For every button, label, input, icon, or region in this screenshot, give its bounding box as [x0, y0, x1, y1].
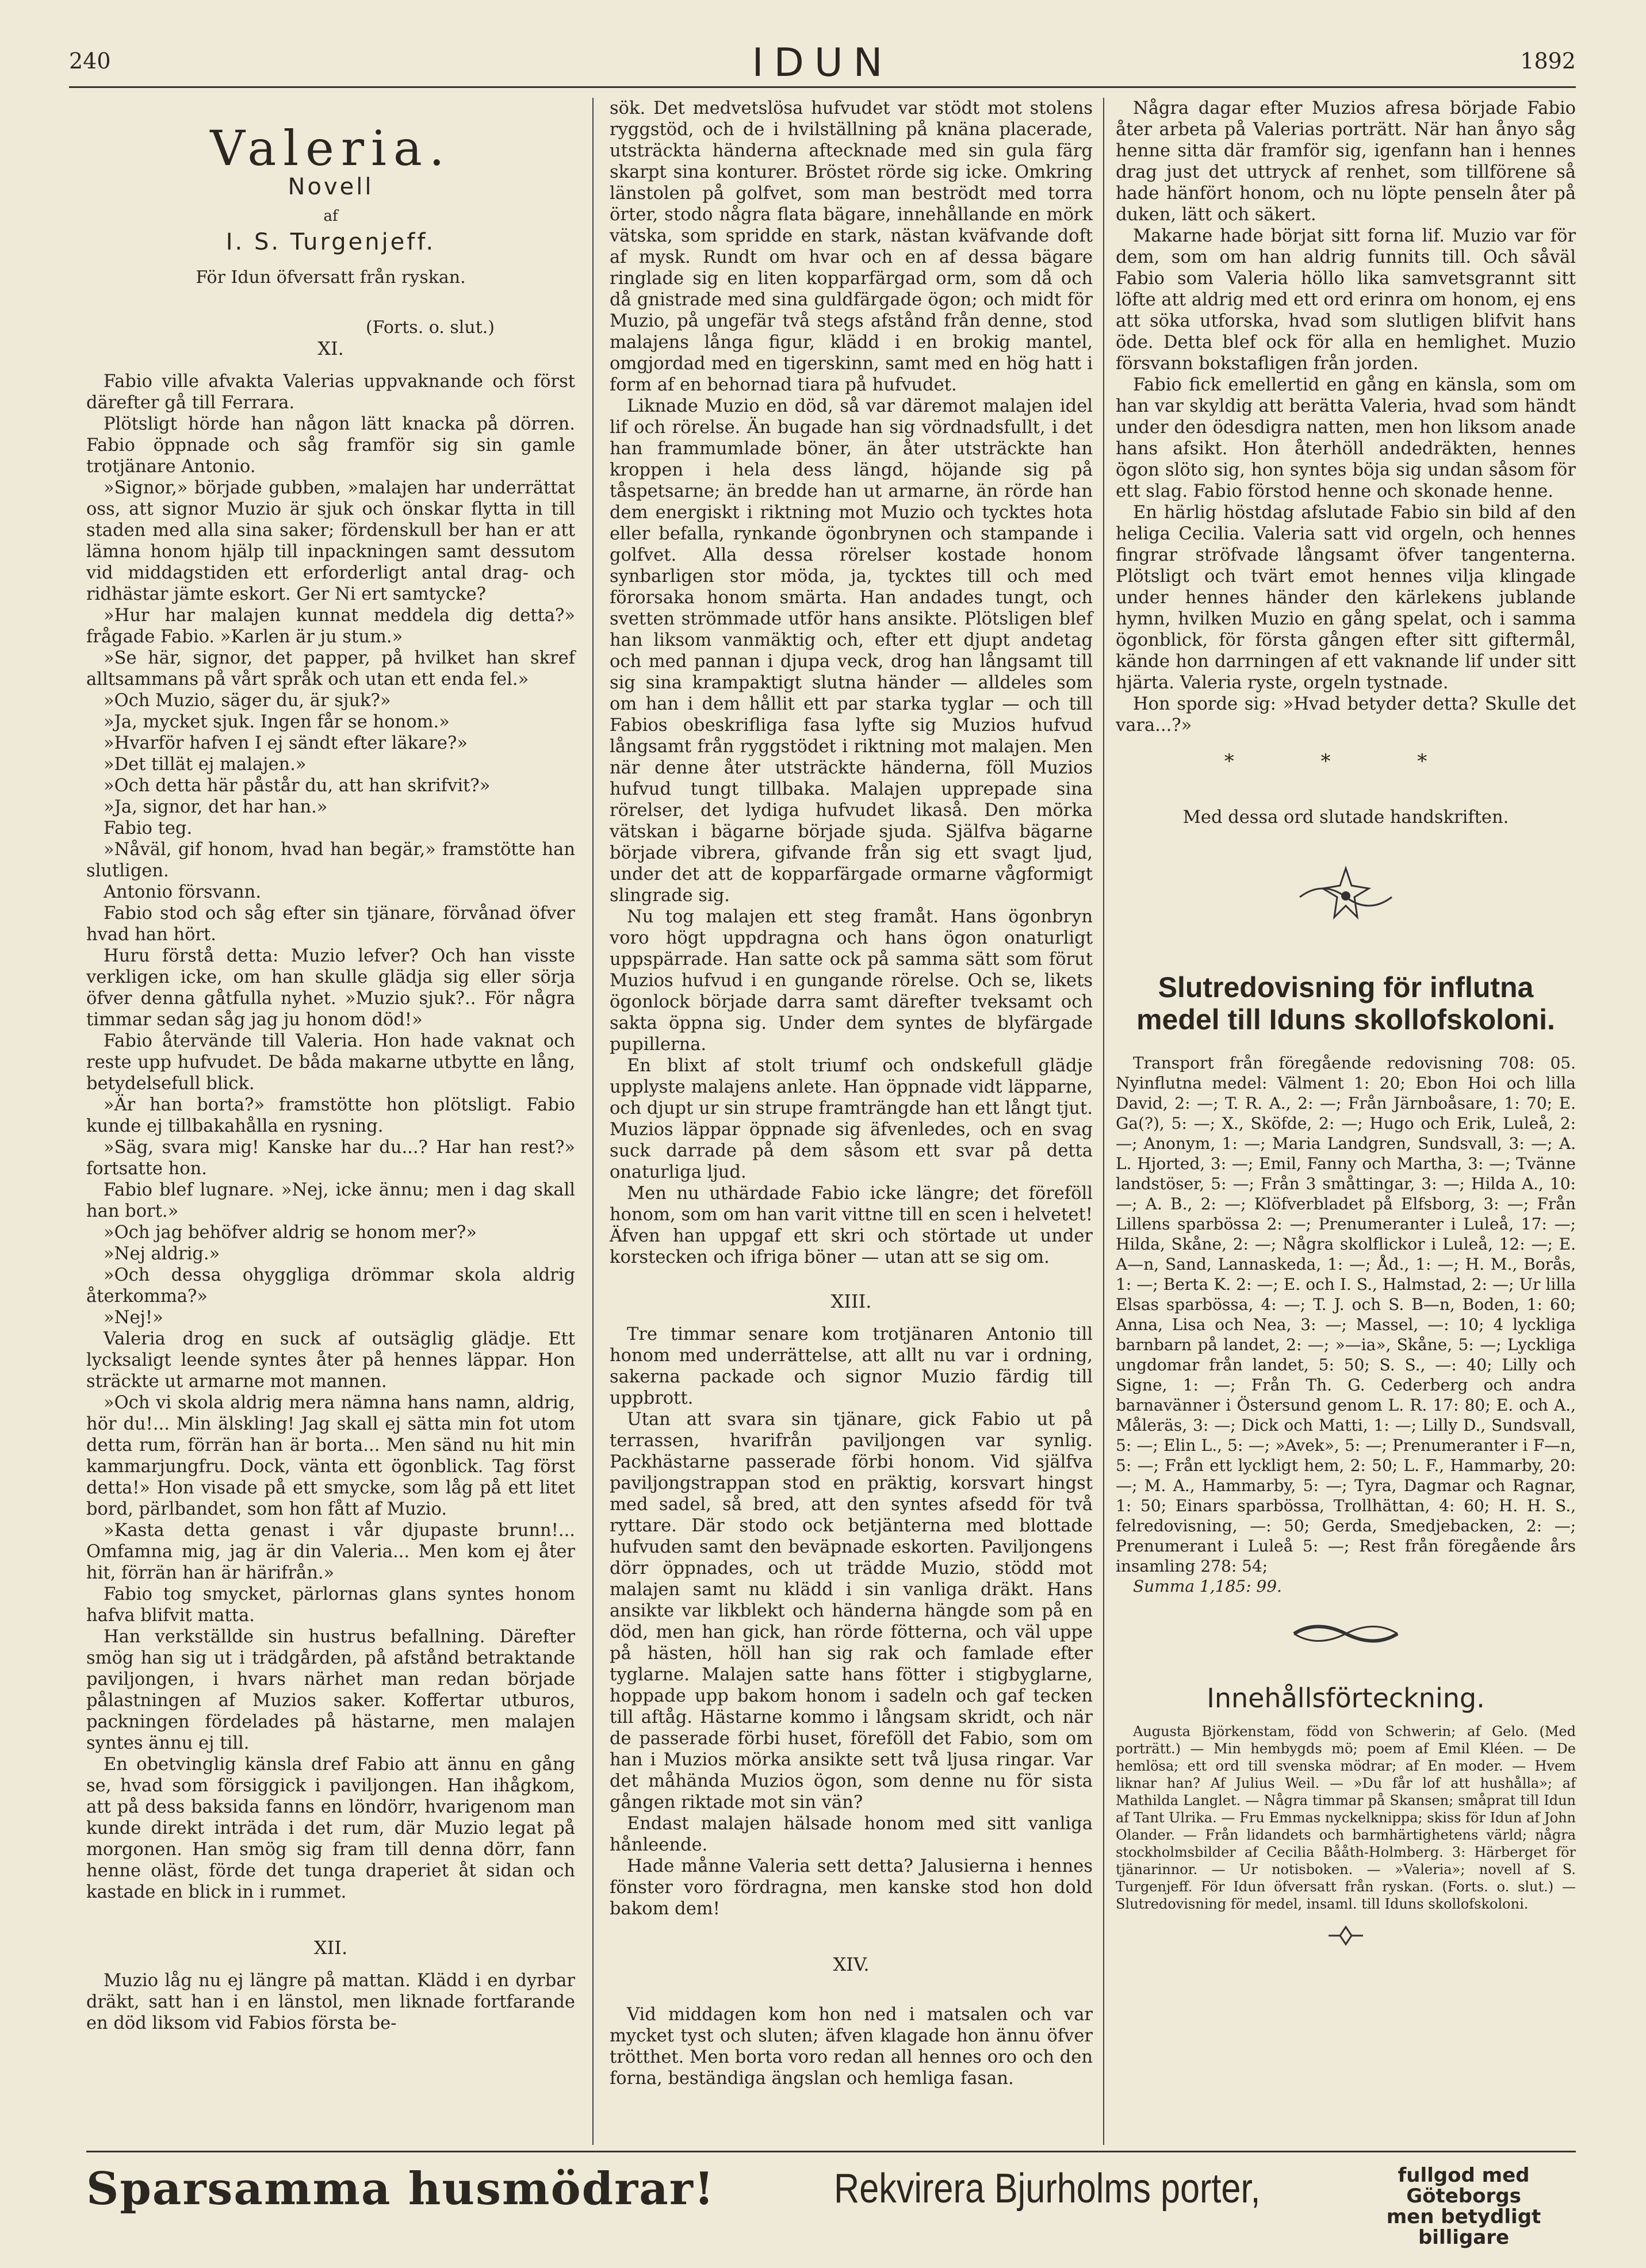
- page-year: 1892: [1520, 48, 1576, 74]
- ad-right: [1352, 2165, 1576, 2248]
- paragraph: Liknade Muzio en död, så var däremot malajen idel lif och rörelse. Än bugade han sig vördnadsfullt, i det han frammumlade böner, än åter utsträckte han kroppen i hela dess längd, höjande sig på tåspetsarne; än bredde han ut armarne, än rörde han dem energiskt i riktning mot Muzio och tycktes hota eller befalla, rynkande ögonbrynen och stampande i golfvet. Alla dessa rörelser kostade honom synbarligen stor möda, ja, tycktes till och med förorsaka honom smärta. Han andades tungt, och svetten strömmade utför hans ansikte. Plötsligen blef han liksom vanmäktig och, efter ett djupt andetag och med pannan i djupa veck, drog han långsamt till sig sina krampaktigt slutna händer — alldeles som om han i dem hållit ett par starka tyglar — och till Fabios obeskrifliga fasa lyfte sig Muzios hufvud långsamt från ryggstödet i riktning mot malajen. Men när denne åter utsträckte händerna, föll Muzios hufvud tungt tillbaka. Malajen upprepade sina rörelser, det lydiga hufvudet likaså. Den mörka vätskan i bägarne började sjuda. Själfva bägarne började vibrera, gifvande från sig ett svagt ljud, under det att de kopparfärgade ormarne vågformigt slingrade sig.: [610, 396, 1093, 906]
- paragraph: »Nej aldrig.»: [104, 1244, 220, 1264]
- paragraph: »Och vi skola aldrig mera nämna hans namn, aldrig, hör du!... Min älskling! Jag skall ej sätta min fot utom detta rum, förrän han är borta... Men sänd nu hit min kammarjungfru. Dock, vänta ett ögonblick. Tag först detta!» Hon visade på ett smycke, som låg på ett litet bord, pärlbandet, som hon fått af Muzio.: [86, 1393, 575, 1519]
- paragraph: En blixt af stolt triumf och ondskefull glädje upplyste malajens anlete. Han öppnade vidt läpparne, och djupt ur sin strupe framträngde han ett långt tjut. Muzios läppar öppnade sig äfvenledes, och en svag suck darrade på dem såsom ett svar på detta onaturliga ljud.: [610, 1056, 1093, 1182]
- paragraph: »Säg, svara mig! Kanske har du...? Har han rest?» fortsatte hon.: [86, 1137, 575, 1179]
- article-subtitle: Novell: [288, 174, 374, 200]
- contents-title: Innehållsförteckning.: [1207, 1683, 1485, 1714]
- header-rule: [69, 86, 1576, 88]
- paragraph: Hon sporde sig: »Hvad betyder detta? Skulle det vara...?»: [1116, 694, 1576, 735]
- paragraph: Tre timmar senare kom trotjänaren Antonio till honom med underrättelse, att allt nu var i ordning, sakerna packade och signor Muzio färdig till uppbrott.: [610, 1324, 1093, 1408]
- paragraph: »Och Muzio, säger du, är sjuk?»: [104, 691, 391, 711]
- paragraph: Fabio ville afvakta Valerias uppvaknande och först därefter gå till Ferrara.: [86, 371, 575, 413]
- paragraph: »Kasta detta genast i vår djupaste brunn!... Omfamna mig, jag är din Valeria... Men kom ej åter hit, förrän han är härifrån.»: [86, 1520, 575, 1583]
- column-divider: [1103, 98, 1104, 2145]
- ornament-icon: [1116, 863, 1576, 937]
- paragraph: Utan att svara sin tjänare, gick Fabio ut på terrassen, hvarifrån paviljongen var synlig. Packhästarne passerade förbi honom. Vid själfva paviljongstrappan stod en präktig, korsvart hingst med sadel, så bred, att den syntes afsedd för två ryttare. Där stodo ock betjänterna med blottade hufvuden samt den beväpnade eskorten. Paviljongens dörr öppnades, och ut trädde Muzio, stödd mot malajen samt nu klädd i sin vanliga dräkt. Hans ansikte var likblekt och händerna hängde som på en död, men han gick, han rörde fötterna, och väl uppe på hästen, höll han sig rak och famlade efter tyglarne. Malajen satte hans fötter i stigbyglarne, hoppade upp bakom honom i sadeln och gaf tecken till aftåg. Hästarne kommo i långsam skridt, och när de passerade förbi huset, föreföll det Fabio, som om han i Muzios mörka ansikte sett två ljusa ringar. Var det måhända Muzios ögon, som denne nu för sista gången riktade mot sin vän?: [610, 1409, 1093, 1813]
- donations-sum: Summa 1,185: 99.: [1133, 1577, 1282, 1596]
- paragraph: »Och jag behöfver aldrig se honom mer?»: [104, 1223, 477, 1243]
- paragraph: Fabio blef lugnare. »Nej, icke ännu; men i dag skall han bort.»: [86, 1180, 575, 1221]
- paragraph: »Hur har malajen kunnat meddela dig detta?» frågade Fabio. »Karlen är ju stum.»: [86, 606, 575, 647]
- paragraph: Han verkställde sin hustrus befallning. Därefter smög han sig ut i trädgården, på afstånd betraktande paviljongen, i hvars närhet man redan började pålastningen af Muzios saker. Koffertar utburos, packningen fördelades på hästarne, men malajen syntes ännu ej till.: [86, 1627, 575, 1753]
- paragraph: Huru förstå detta: Muzio lefver? Och han visste verkligen icke, om han skulle glädja sig eller sörja öfver denna gåtfulla nyhet. »Muzio sjuk?.. För några timmar sedan såg jag ju honom död!»: [86, 946, 575, 1030]
- paragraph: Några dagar efter Muzios afresa började Fabio åter arbeta på Valerias porträtt. När han ånyo såg henne sitta där framför sig, igenfann han i hennes drag just det uttryck af renhet, som tillförene så hade hänfört honom, och nu löpte penseln åter på duken, lätt och säkert.: [1116, 98, 1576, 225]
- paragraph: Fabio teg.: [104, 818, 193, 838]
- paragraph: »Signor,» började gubben, »malajen har underrättat oss, att signor Muzio är sjuk och önskar flytta in till staden med alla sina saker; fördenskull ber han er att lämna honom hjälp till inpackningen samt dessutom vid middagstiden ett erforderligt antal drag- och ridhästar jämte eskort. Ger Ni ert samtycke?: [86, 478, 575, 604]
- paragraph: Endast malajen hälsade honom med sitt vanliga hånleende.: [610, 1814, 1093, 1855]
- paragraph: »Är han borta?» framstötte hon plötsligt. Fabio kunde ej tillbakahålla en rysning.: [86, 1095, 575, 1136]
- column-1: [86, 98, 575, 2034]
- paragraph: Fabio stod och såg efter sin tjänare, förvånad öfver hvad han hört.: [86, 903, 575, 945]
- chapter-heading: XIV.: [833, 1953, 870, 1975]
- paragraph: Fabio tog smycket, pärlornas glans syntes honom hafva blifvit matta.: [86, 1584, 575, 1626]
- ad-middle: Rekvirera Bjurholms porter,: [834, 2166, 1261, 2212]
- paragraph: En härlig höstdag afslutade Fabio sin bild af den heliga Cecilia. Valeria satt vid orgeln, och hennes fingrar ströfvade långsamt öfver tangenterna. Plötsligt och tvärt emot hennes vilja klingade under hennes händer den kärlekens jublande hymn, hvilken Muzio en gång spelat, och i samma ögonblick, för första gången efter sitt giftermål, kände hon darrningen af ett vaknande lif under sitt hjärta. Valeria ryste, orgeln tystnade.: [1116, 503, 1576, 693]
- col1-text: [86, 371, 575, 1903]
- advertisement-banner: [86, 2151, 1576, 2249]
- chapter-heading: XIII.: [830, 1290, 872, 1312]
- page-number: 240: [69, 48, 111, 74]
- page-header: [69, 40, 1576, 92]
- paragraph: »Se här, signor, det papper, på hvilket han skref alltsammans på vårt språk och utan ett enda fel.»: [86, 648, 575, 689]
- paragraph: Valeria drog en suck af outsäglig glädje. Ett lycksaligt leende syntes åter på hennes läppar. Hon sträckte ut armarne mot mannen.: [86, 1329, 575, 1392]
- column-divider: [592, 98, 594, 2145]
- donations-list: Transport från föregående redovisning 708: 05. Nyinflutna medel: Välment 1: 20; Ebon Hoi och lilla David, 2: —; T. R. A., 2: —; Från Järnboåsare, 1: 70; E. Ga(?), 5: —; X., Sköfde, 2: —; Hugo och Erik, Luleå, 2: —; Anonym, 1: —; Maria Landgren, Sundsvall, 3: —; A. L. Hjorted, 3: —; Emil, Fanny och Martha, 3: —; Tvänne landstöser, 5: —; Från 3 småttingar, 3: —; Hilda A., 10: —; A. B., 2: —; Klöfverbladet på Elfsborg, 3: —; Från Lillens sparbössa 2: —; Prenumeranter i Luleå, 17: —; Hilda, Skåne, 2: —; Några skolflickor i Luleå, 12: —; E. A—n, Sand, Lannaskeda, 1: —; Åd., 1: —; H. M., Borås, 1: —; Berta K. 2: —; E. och I. S., Halmstad, 2: —; Ur lilla Elsas sparbössa, 4: —; T. J. och S. B—n, Boden, 1: 60; Anna, Lisa och Nea, 3: —; Massel, —: 10; 4 lyckliga barnbarn på landet, 2: —; »—ia», Skåne, 5: —; Lyckliga ungdomar från landet, 5: 50; S. S., —: 40; Lilly och Signe, 1: —; Från Th. G. Cederberg och andra barnavänner i Östersund genom L. R. 17: 80; E. och A., Måleräs, 3: —; Dick och Matti, 1: —; Lilly D., Sundsvall, 5: —; Elin L., 5: —; »Avek», 5: —; Prenumeranter i F—n, 5: —; Från ett lyckligt hem, 2: 50; L. F., Hammarby, 20: —; M. A., Hammarby, 5: —; Tyra, Dagmar och Ragnar, 1: 50; Einars sparbössa, Trollhättan, 4: 60; H. H. S., felredovisning, —: 50; Gerda, Smedjebacken, 2: —; Prenumerant i Luleå 5: —; Rest från föregående års insamling 278: 54;: [1116, 1053, 1576, 1576]
- paragraph: »Och detta här påstår du, att han skrifvit?»: [104, 776, 491, 796]
- continued-note: (Forts. o. slut.): [365, 317, 495, 338]
- article-title: Valeria.: [210, 120, 451, 177]
- end-ornament-icon: [1116, 1924, 1576, 1952]
- byline-af: af: [323, 208, 338, 225]
- ad-right-bottom: men betydligt billigare: [1386, 2205, 1541, 2249]
- paragraph: Fabio återvände till Valeria. Hon hade vaknat och reste upp hufvudet. De båda makarne utbytte en lång, betydelsefull blick.: [86, 1031, 575, 1094]
- paragraph: »Nej!»: [104, 1308, 163, 1328]
- column-3: [1116, 98, 1576, 1981]
- paragraph: »Det tillät ej malajen.»: [104, 754, 307, 775]
- paragraph: Antonio försvann.: [104, 882, 262, 902]
- paragraph: Muzio låg nu ej längre på mattan. Klädd i en dyrbar dräkt, satt han i en länstol, men liknade fortfarande en död liksom vid Fabios första be-: [86, 1971, 575, 2033]
- paragraph: Men nu uthärdade Fabio icke längre; det föreföll honom, som om han varit vittne till en scen i helvetet! Äfven han uppgaf ett skri och störtade ut under korstecken och ifriga böner — utan att se sig om.: [610, 1183, 1093, 1267]
- paragraph: sök. Det medvetslösa hufvudet var stödt mot stolens ryggstöd, och de i hvilställning på knäna placerade, utsträckta händerna aftecknade med sin gula färg skarpt sina konturer. Bröstet rörde sig icke. Omkring länstolen på golfvet, som man beströdt med torra örter, stodo några flata bägare, innehållande en mörk vätska, som spridde en stark, nästan kväfvande doft af mysk. Rundt om hvar och en af dessa bägare ringlade sig en liten kopparfärgad orm, som då och då gnistrade med sina guldfärgade ögon; och midt för Muzio, på ungefär två stegs afstånd från denne, stod malajens långa figur, klädd i en brokig mantel, omgjordad med en tigerskinn, samt med en hög hatt i form af en behornad tiara på hufvudet.: [610, 98, 1093, 395]
- paragraph: Makarne hade börjat sitt forna lif. Muzio var för dem, som om han aldrig funnits till. Och såväl Fabio som Valeria höllo lika samvetsgrannt sitt löfte att aldrig med ett ord erinra om honom, ej ens att söka utforska, hvad som slutligen blifvit hans öde. Detta blef ock för alla en hemlighet. Muzio försvann bokstafligen från jorden.: [1116, 226, 1576, 374]
- chapter-heading: XI.: [317, 338, 344, 359]
- translation-note: För Idun öfversatt från ryskan.: [196, 267, 466, 288]
- masthead: IDUN: [752, 40, 893, 86]
- section-stars: * * *: [1224, 750, 1468, 773]
- contents-list: Augusta Björkenstam, född von Schwerin; af Gelo. (Med porträtt.) — Min hembygds mö; poem af Emil Kléen. — De hemlösa; ett ord till svenska mödrar; af En moder. — Hvem liknar han? Af Julius Weil. — »Du får lof att hushålla»; af Mathilda Langlet. — Några timmar på Skansen; småprat till Idun af Tant Ulrika. — Fru Emmas nyckelknippa; skiss för Idun af John Olander. — Från lidandets och barmhärtighetens värld; några stockholmsbilder af Cecilia Bååth-Holmberg. 3: Härberget för tjänarinnor. — Ur notisboken. — »Valeria»; novell af S. Turgenjeff. För Idun öfversatt från ryskan. (Forts. o. slut.) — Slutredovisning för medel, insaml. till Iduns skollofskoloni.: [1116, 1723, 1576, 1912]
- closing-line: Med dessa ord slutade handskriften.: [1182, 807, 1509, 827]
- paragraph: Vid middagen kom hon ned i matsalen och var mycket tyst och sluten; äfven klagade hon ännu öfver trötthet. Men borta voro redan all hennes oro och den forna, beständiga ängslan och hemliga fasan.: [610, 2005, 1093, 2089]
- ad-headline: Sparsamma husmödrar!: [86, 2163, 715, 2215]
- paragraph: Nu tog malajen ett steg framåt. Hans ögonbryn voro högt uppdragna och hans ögon onaturligt uppspärrade. Han satte ock på samma sätt som förut Muzios hufvud i en gungande rörelse. Och se, likets ögonlock började darra samt därefter tveksamt och sakta öppna sig. Under dem syntes de blyfärgade pupillerna.: [610, 907, 1093, 1055]
- paragraph: En obetvinglig känsla dref Fabio att ännu en gång se, hvad som försiggick i paviljongen. Han ihågkom, att på dess baksida fanns en löndörr, hvarigenom man kunde direkt inträda i det rum, där Muzio legat på morgonen. Han smög sig fram till denna dörr, fann henne oläst, förde det tunga draperiet åt sidan och kastade en blick in i rummet.: [86, 1754, 575, 1902]
- paragraph: »Hvarför hafven I ej sändt efter läkare?»: [104, 733, 468, 753]
- paragraph: Fabio fick emellertid en gång en känsla, som om han var skyldig att berätta Valeria, hvad som händt under den ödesdigra natten, men hon liksom anade hans afsikt. Hon återhöll andedräkten, hennes ögon slöto sig, hon syntes böja sig undan såsom för ett slag. Fabio förstod henne och skonade henne.: [1116, 375, 1576, 501]
- paragraph: Hade månne Valeria sett detta? Jalusierna i hennes fönster voro fördragna, men kanske stod hon dold bakom dem!: [610, 1856, 1093, 1919]
- paragraph: Plötsligt hörde han någon lätt knacka på dörren. Fabio öppnade och såg framför sig sin gamle trotjänare Antonio.: [86, 414, 575, 477]
- ad-right-top: fullgod med Göteborgs: [1398, 2164, 1530, 2208]
- chapter-heading: XII.: [313, 1937, 348, 1959]
- paragraph: »Ja, signor, det har han.»: [104, 797, 328, 817]
- paragraph: »Nåväl, gif honom, hvad han begär,» framstötte han slutligen.: [86, 840, 575, 881]
- column-2: [610, 98, 1093, 2089]
- article-author: I. S. Turgenjeff.: [225, 229, 436, 255]
- donations-title: Slutredovisning för influtna medel till Iduns skollofskoloni.: [1136, 971, 1555, 1036]
- divider-ornament-icon: [1116, 1619, 1576, 1653]
- paragraph: »Ja, mycket sjuk. Ingen får se honom.»: [104, 712, 450, 732]
- paragraph: »Och dessa ohyggliga drömmar skola aldrig återkomma?»: [86, 1265, 575, 1307]
